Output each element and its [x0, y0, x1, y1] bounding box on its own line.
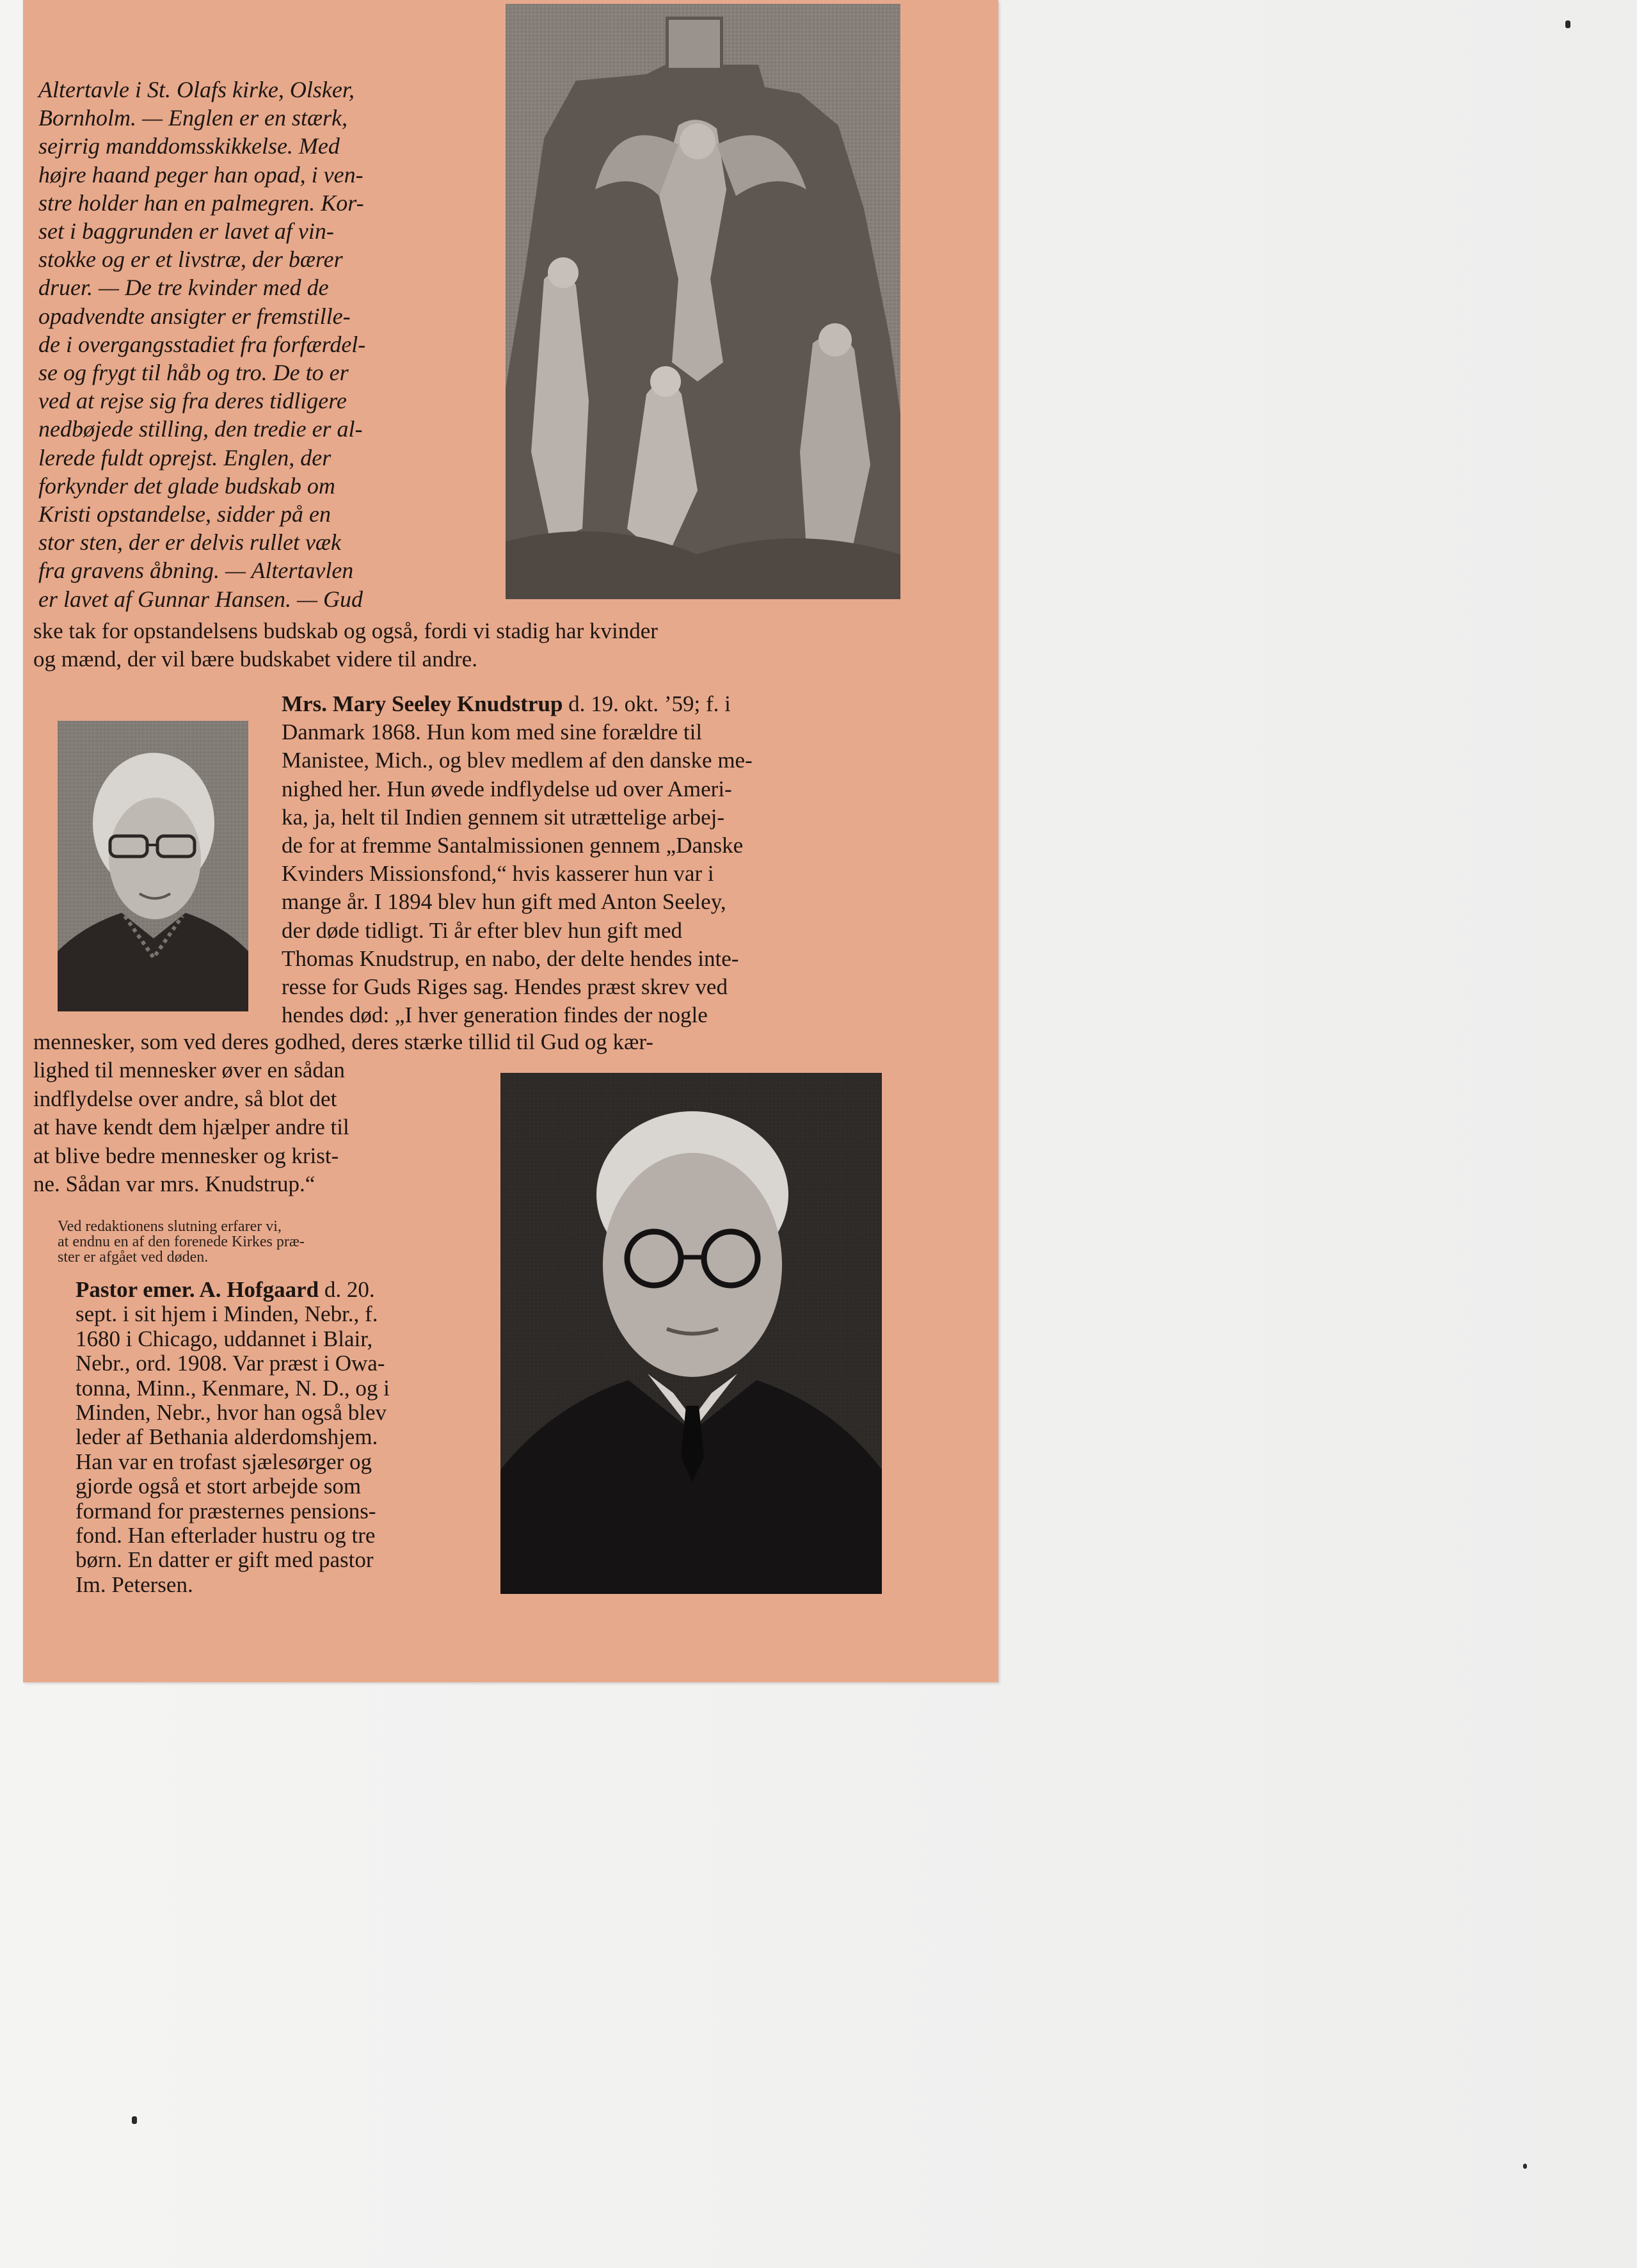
dust-speck	[1565, 20, 1570, 28]
dust-speck	[1523, 2164, 1527, 2169]
hofgaard-obituary-text: d. 20. sept. i sit hjem i Minden, Nebr., f. 1680 i Chicago, uddannet i Blair, Nebr., ord. 1908. Var præst i Owa- tonna, Minn., Kenmare, N. D., og i Minden, Nebr., hvor han også blev leder af Bethania alderdomshjem. Han var en trofast sjælesørger og gjorde også et stort arbejde som formand for præsternes pensions- fond. Han efterlader hustru og tre børn. En datter er gift med pastor Im. Petersen.	[76, 1277, 390, 1597]
knudstrup-obituary-text: d. 19. okt. ’59; f. i Danmark 1868. Hun kom med sine forældre til Manistee, Mich., og blev medlem af den danske me- nighed her. Hun øvede indflydelse ud over Ameri- ka, ja, helt til Indien gennem sit utrættelige arbej- de for at fremme Santalmissionen gennem „Danske Kvinders Missionsfond,“ hvis kasserer hun var i mange år. I 1894 blev hun gift med Anton Seeley, der døde tidligt. Ti år efter blev hun gift med Thomas Knudstrup, en nabo, der delte hendes inte- resse for Guds Riges sag. Hendes præst skrev ved hendes død: „I hver generation findes der nogle	[282, 691, 753, 1028]
editor-note: Ved redaktionens slutning erfarer vi, at endnu en af den forenede Kirkes præ- ster er afgået ved døden.	[58, 1218, 305, 1266]
altarpiece-caption-continuation: ske tak for opstandelsens budskab og også, fordi vi stadig har kvinder og mænd, der vil bære budskabet videre til andre.	[33, 618, 658, 672]
hofgaard-portrait	[500, 1073, 882, 1594]
knudstrup-obituary-continuation: mennesker, som ved deres godhed, deres stærke tillid til Gud og kær-	[33, 1029, 653, 1054]
knudstrup-name: Mrs. Mary Seeley Knudstrup	[282, 691, 563, 716]
hofgaard-name: Pastor emer. A. Hofgaard	[76, 1277, 319, 1302]
knudstrup-portrait	[58, 721, 248, 1011]
hofgaard-obituary	[76, 1278, 479, 1597]
dust-speck	[132, 2116, 137, 2124]
knudstrup-obituary-ending: lighed til mennesker øver en sådan indflydelse over andre, så blot det at have kendt dem hjælper andre til at blive bedre mennesker og krist- ne. Sådan var mrs. Knudstrup.“	[33, 1058, 349, 1196]
altarpiece-photo	[506, 4, 900, 599]
altarpiece-caption: Altertavle i St. Olafs kirke, Olsker, Bornholm. — Englen er en stærk, sejrrig manddomsskikkelse. Med højre haand peger han opad, i ven- stre holder han en palmegren. Kor- set i baggrunden er lavet af vin- stokke og er et livstræ, der bærer druer. — De tre kvinder med de opadvendte ansigter er fremstille- de i overgangsstadiet fra forfærdel- se og frygt til håb og tro. De to er ved at rejse sig fra deres tidligere nedbøjede stilling, den tredie er al- lerede fuldt oprejst. Englen, der forkynder det glade budskab om Kristi opstandelse, sidder på en stor sten, der er delvis rullet væk fra gravens åbning. — Altertavlen er lavet af Gunnar Hansen. — Gud	[38, 77, 366, 612]
knudstrup-obituary	[282, 690, 890, 1029]
